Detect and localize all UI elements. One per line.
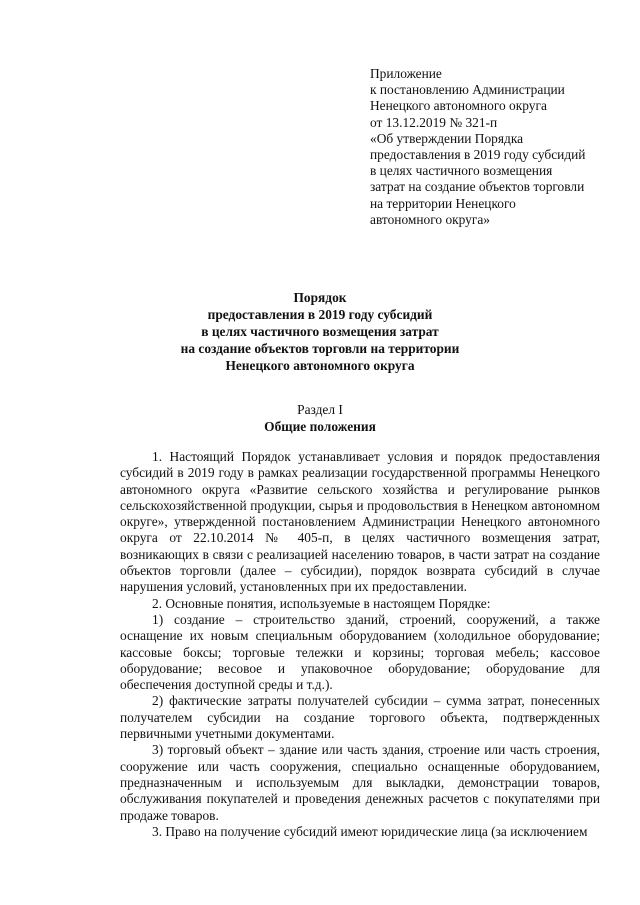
document-body: [120, 449, 600, 840]
appendix-line: затрат на создание объектов торговли: [370, 179, 585, 195]
appendix-line: предоставления в 2019 году субсидий: [370, 147, 586, 163]
appendix-line: на территории Ненецкого: [370, 195, 516, 211]
appendix-line: в целях частичного возмещения: [370, 163, 553, 179]
section-name: Общие положения: [264, 419, 376, 434]
document-title: [0, 289, 640, 374]
paragraph: 2) фактические затраты получателей субсидии – сумма затрат, понесенных получателем субсидии на создание торгового объекта, подтвержденных первичными учетными документами.: [120, 693, 600, 742]
appendix-line: автономного округа»: [370, 211, 490, 227]
title-line: Ненецкого автономного округа: [225, 358, 415, 373]
appendix-header: [370, 66, 610, 228]
appendix-line: к постановлению Администрации: [370, 82, 565, 98]
appendix-line: от 13.12.2019 № 321-п: [370, 114, 498, 130]
title-line: на создание объектов торговли на территории: [180, 341, 460, 356]
title-line: Порядок: [293, 290, 347, 305]
appendix-line: «Об утверждении Порядка: [370, 130, 524, 146]
section-heading: [0, 401, 640, 435]
paragraph: 2. Основные понятия, используемые в настоящем Порядке:: [152, 595, 491, 611]
title-line: предоставления в 2019 году субсидий: [207, 307, 433, 322]
paragraph: 3) торговый объект – здание или часть здания, строение или часть строения, сооружение или часть сооружения, специально оснащенные оборудованием, предназначенным и используемым для выкладки, демонстрации товаров, обслуживания покупателей и проведения денежных расчетов с покупателями при продаже товаров.: [120, 742, 600, 823]
paragraph: 1. Настоящий Порядок устанавливает условия и порядок предоставления субсидий в 2019 году в рамках реализации государственной программы Ненецкого автономного округа «Развитие сельского хозяйства и регулирование рынков сельскохозяйственной продукции, сырья и продовольствия в Ненецком автономном округе», утвержденной постановлением Администрации Ненецкого автономного округа от 22.10.2014 № 405-п, в целях частичного возмещения затрат, возникающих в связи с реализацией населению товаров, в части затрат на создание объектов торговли (далее – субсидии), порядок возврата субсидий в случае нарушения условий, установленных при их предоставлении.: [120, 449, 600, 595]
appendix-line: Приложение: [370, 66, 442, 81]
title-line: в целях частичного возмещения затрат: [201, 324, 439, 339]
paragraph: 3. Право на получение субсидий имеют юридические лица (за исключением: [152, 823, 588, 839]
paragraph: 1) создание – строительство зданий, строений, сооружений, а также оснащение их новым специальным оборудованием (холодильное оборудование; кассовые боксы; торговые тележки и корзины; торговая мебель; кассовое оборудование; весовое и упаковочное оборудование; оборудование для обеспечения доступной среды и т.д.).: [120, 611, 600, 693]
appendix-line: Ненецкого автономного округа: [370, 98, 547, 114]
section-number: Раздел I: [297, 402, 343, 417]
